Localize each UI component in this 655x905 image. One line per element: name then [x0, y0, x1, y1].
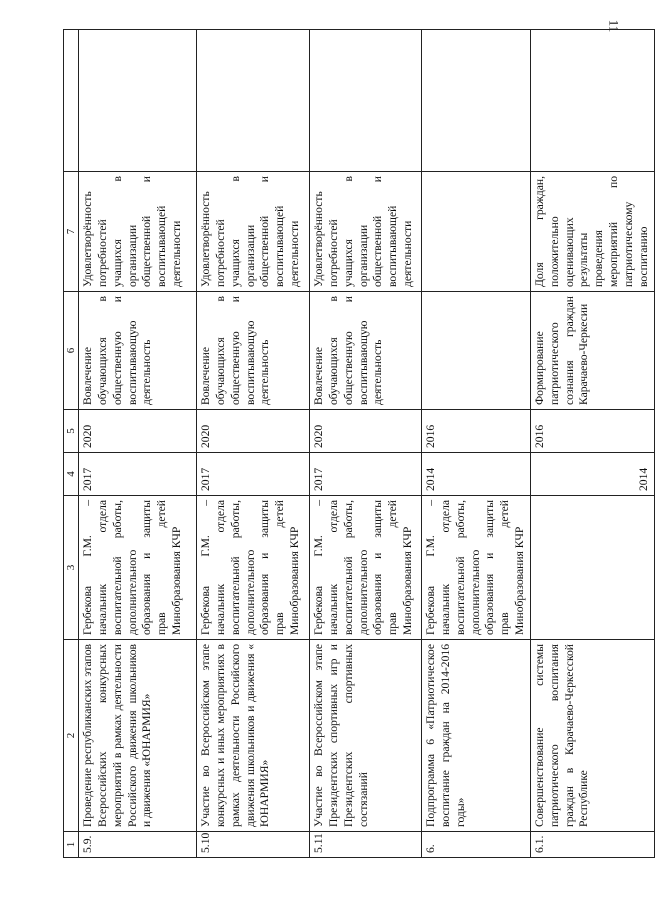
header-cell: 6	[64, 292, 79, 410]
event-name: Участие во Всероссийском этапе конкурсных и иных мероприятиях в рамках деятельности Российского движения школьников и движения « ЮНАРМИЯ»	[197, 640, 310, 832]
expected-result	[422, 292, 531, 410]
event-name: Проведение республиканских этапов Всероссийских конкурсных мероприятий в рамках деятельности Российского движения школьников и движения «ЮНАРМИЯ»	[79, 640, 197, 832]
executor	[530, 496, 654, 640]
table-row	[310, 30, 422, 858]
end-year: 2020	[310, 410, 422, 453]
table-row	[422, 30, 531, 858]
extra-cell	[530, 30, 654, 172]
executor: Гербекова Г.М. – начальник отдела воспитательной работы, дополнительного образования и защиты прав детей Минобразования КЧР	[310, 496, 422, 640]
events-table	[63, 29, 655, 858]
extra-cell	[79, 30, 197, 172]
header-cell	[64, 30, 79, 172]
executor: Гербекова Г.М. – начальник отдела воспитательной работы, дополнительного образования и защиты прав детей Минобразования КЧР	[197, 496, 310, 640]
page-number: 11	[606, 19, 622, 33]
end-year: 2020	[79, 410, 197, 453]
indicator	[422, 172, 531, 292]
start-year: 2017	[79, 453, 197, 496]
start-year: 2014	[530, 453, 654, 496]
header-cell: 4	[64, 453, 79, 496]
indicator: Удовлетворённость потребностей учащихся в организации общественной и воспитывающей деятельности	[197, 172, 310, 292]
start-year: 2014	[422, 453, 531, 496]
expected-result: Формирование патриотического сознания граждан Карачаево-Черкесии	[530, 292, 654, 410]
row-number: 6.1.	[530, 832, 654, 858]
event-name: Подпрограмма 6 «Патриотическое воспитание граждан на 2014-2016 годы»	[422, 640, 531, 832]
rotated-table-container	[63, 30, 650, 858]
end-year: 2020	[197, 410, 310, 453]
header-cell: 1	[64, 832, 79, 858]
extra-cell	[310, 30, 422, 172]
table-row	[530, 30, 654, 858]
row-number: 5.11	[310, 832, 422, 858]
row-number: 5.10	[197, 832, 310, 858]
indicator: Удовлетворённость потребностей учащихся в организации общественной и воспитывающей деятельности	[310, 172, 422, 292]
row-number: 5.9.	[79, 832, 197, 858]
start-year: 2017	[197, 453, 310, 496]
header-row	[64, 30, 79, 858]
header-cell: 5	[64, 410, 79, 453]
end-year: 2016	[422, 410, 531, 453]
indicator: Доля граждан, положительно оценивающих результаты проведения мероприятий по патриотическому воспитанию	[530, 172, 654, 292]
expected-result: Вовлечение обучающихся в общественную и воспитывающую деятельность	[310, 292, 422, 410]
extra-cell	[197, 30, 310, 172]
expected-result: Вовлечение обучающихся в общественную и воспитывающую деятельность	[79, 292, 197, 410]
event-name: Участие во Всероссийском этапе Президентских спортивных игр и Президентских спортивных состязаний	[310, 640, 422, 832]
table-row	[79, 30, 197, 858]
start-year: 2017	[310, 453, 422, 496]
end-year: 2016	[530, 410, 654, 453]
row-number: 6.	[422, 832, 531, 858]
extra-cell	[422, 30, 531, 172]
indicator: Удовлетворённость потребностей учащихся в организации общественной и воспитывающей деятельности	[79, 172, 197, 292]
executor: Гербекова Г.М. – начальник отдела воспитательной работы, дополнительного образования и защиты прав детей Минобразования КЧР	[422, 496, 531, 640]
header-cell: 7	[64, 172, 79, 292]
expected-result: Вовлечение обучающихся в общественную и воспитывающую деятельность	[197, 292, 310, 410]
event-name: Совершенствование системы патриотического воспитания граждан в Карачаево-Черкесской Республике	[530, 640, 654, 832]
table-row	[197, 30, 310, 858]
header-cell: 2	[64, 640, 79, 832]
executor: Гербекова Г.М. – начальник отдела воспитательной работы, дополнительного образования и защиты прав детей Минобразования КЧР	[79, 496, 197, 640]
header-cell: 3	[64, 496, 79, 640]
